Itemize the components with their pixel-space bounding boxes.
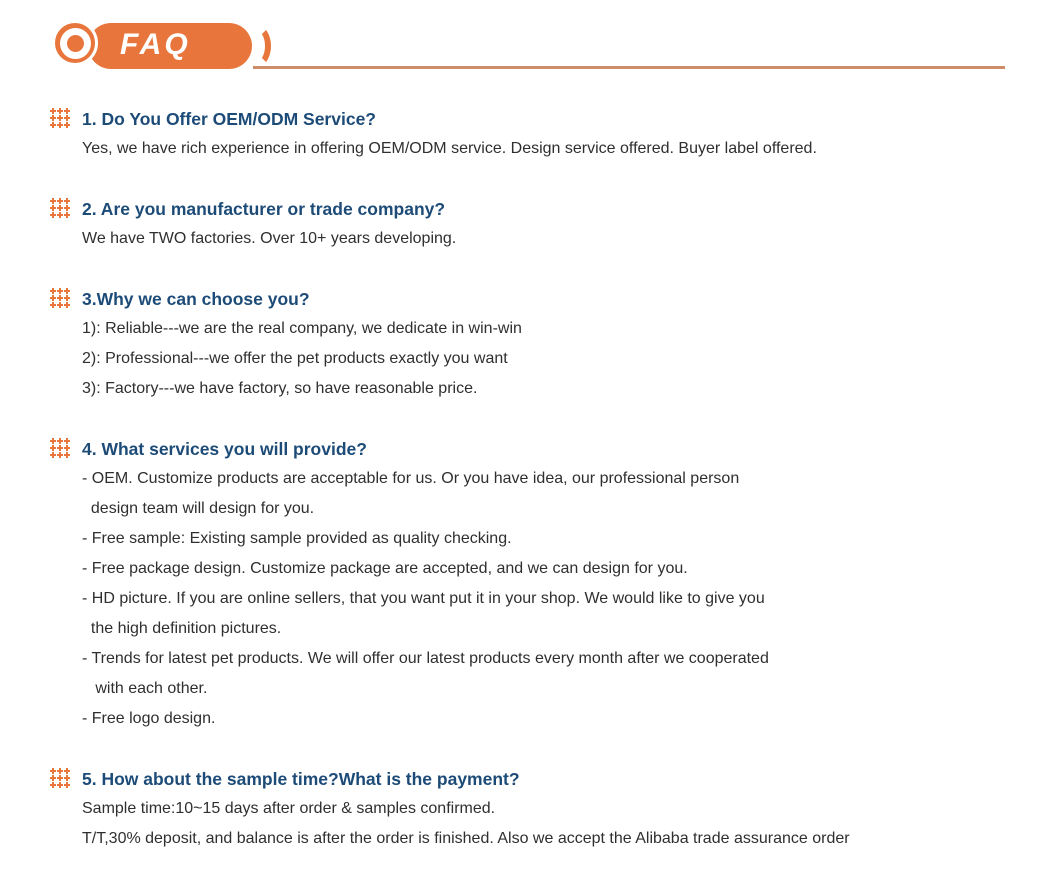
faq-answer-line: 2): Professional---we offer the pet products exactly you want — [82, 350, 508, 367]
faq-answer-line: - Free sample: Existing sample provided as quality checking. — [82, 530, 512, 547]
faq-item-2 — [50, 194, 1030, 254]
banner-crescent-arc — [243, 25, 271, 67]
faq-question-row — [50, 764, 1030, 794]
faq-item-1 — [50, 104, 1030, 164]
faq-question-row — [50, 284, 1030, 314]
faq-item-5 — [50, 764, 1030, 854]
faq-question-row — [50, 194, 1030, 224]
faq-answer-line: Yes, we have rich experience in offering OEM/ODM service. Design service offered. Buyer label offered. — [82, 140, 817, 157]
faq-question-row — [50, 434, 1030, 464]
faq-answer-line: - Free logo design. — [82, 710, 216, 727]
faq-question: 4. What services you will provide? — [82, 439, 367, 459]
circle-ring — [60, 28, 91, 59]
faq-banner-circle-icon — [52, 20, 98, 66]
faq-banner-pill — [88, 23, 252, 69]
faq-answer-line: T/T,30% deposit, and balance is after the order is finished. Also we accept the Alibaba trade assurance order — [82, 830, 850, 847]
dots-grid-icon — [50, 288, 70, 308]
faq-question: 5. How about the sample time?What is the payment? — [82, 769, 520, 789]
dots-grid-icon — [50, 198, 70, 218]
faq-answer-line: the high definition pictures. — [82, 620, 282, 637]
faq-section-header — [0, 22, 1060, 70]
faq-answer-line: - Free package design. Customize package are accepted, and we can design for you. — [82, 560, 688, 577]
faq-question-row — [50, 104, 1030, 134]
faq-answer-line: Sample time:10~15 days after order & samples confirmed. — [82, 800, 496, 817]
faq-list — [0, 104, 1060, 854]
faq-answer-line: 1): Reliable---we are the real company, we dedicate in win-win — [82, 320, 522, 337]
faq-question: 1. Do You Offer OEM/ODM Service? — [82, 109, 376, 129]
faq-answer-line: - Trends for latest pet products. We will offer our latest products every month after we cooperated — [82, 650, 769, 667]
faq-banner-title: FAQ — [120, 28, 191, 61]
dots-grid-icon — [50, 768, 70, 788]
faq-answer-line: design team will design for you. — [82, 500, 315, 517]
faq-question: 2. Are you manufacturer or trade company? — [82, 199, 446, 219]
faq-question: 3.Why we can choose you? — [82, 289, 310, 309]
dots-grid-icon — [50, 438, 70, 458]
faq-answer-line: 3): Factory---we have factory, so have reasonable price. — [82, 380, 478, 397]
faq-answer-line: We have TWO factories. Over 10+ years developing. — [82, 230, 457, 247]
faq-answer-line: - OEM. Customize products are acceptable for us. Or you have idea, our professional person — [82, 470, 740, 487]
faq-item-3 — [50, 284, 1030, 404]
faq-answer-line: with each other. — [82, 680, 208, 697]
dots-grid-icon — [50, 108, 70, 128]
header-divider-line — [253, 66, 1005, 69]
faq-item-4 — [50, 434, 1030, 734]
circle-dot — [67, 35, 84, 52]
faq-answer-line: - HD picture. If you are online sellers, that you want put it in your shop. We would like to give you — [82, 590, 765, 607]
